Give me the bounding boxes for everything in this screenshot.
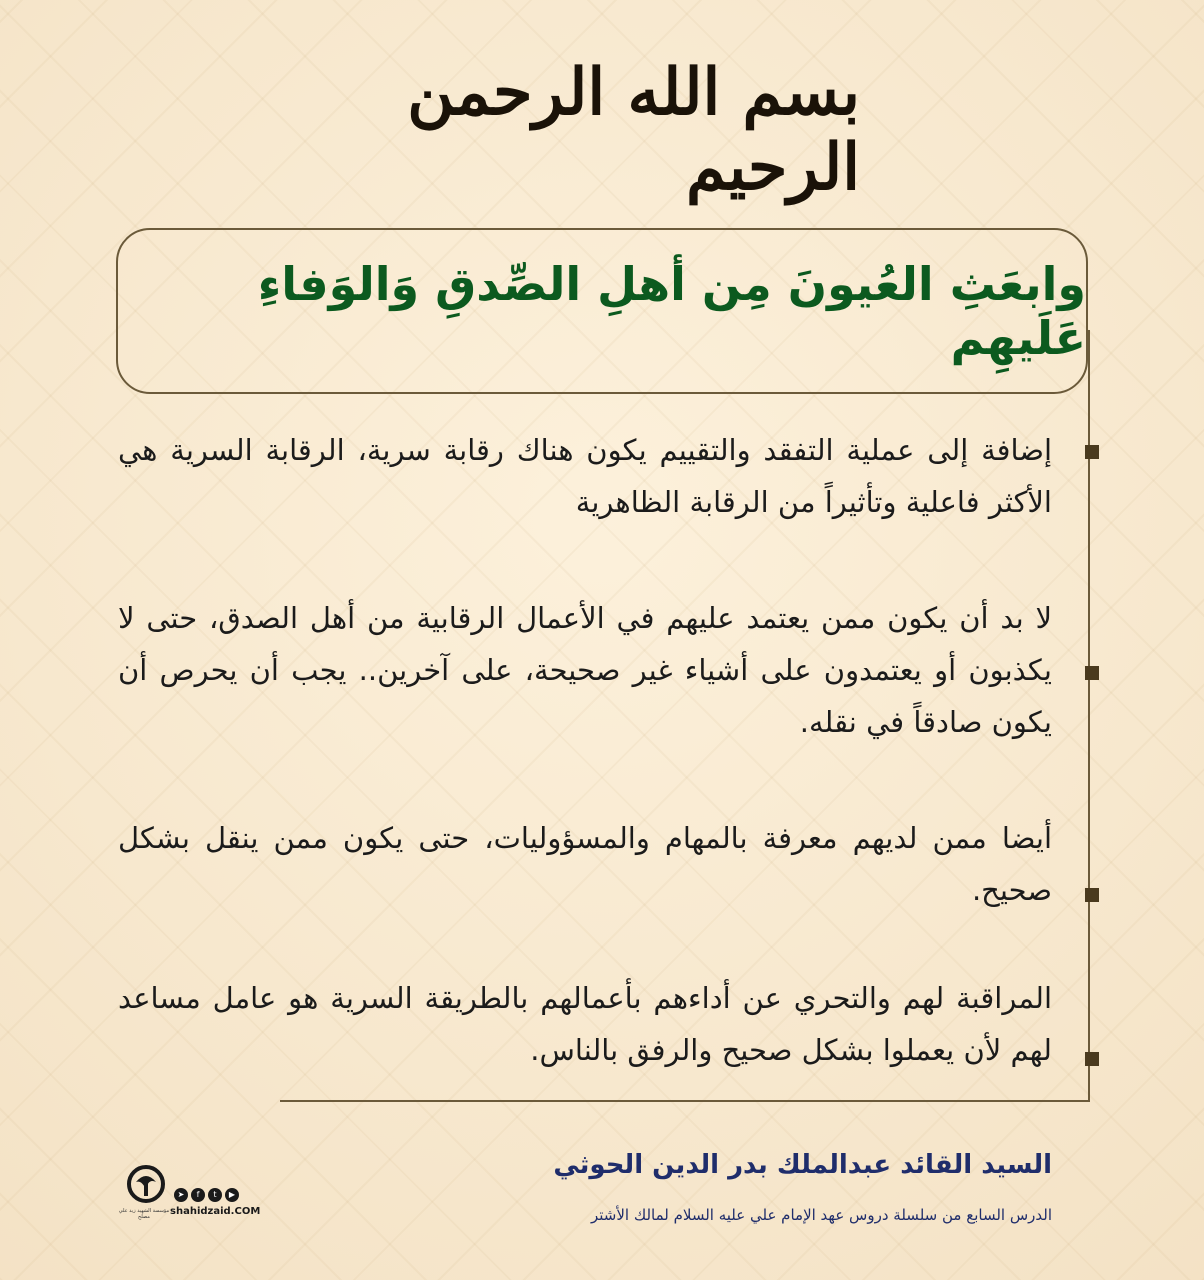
twitter-icon[interactable]: t (208, 1188, 222, 1202)
bullet-icon (1085, 666, 1099, 680)
foundation-logo-icon (124, 1162, 168, 1206)
author-name: السيد القائد عبدالملك بدر الدين الحوثي (553, 1150, 1052, 1180)
page-title: وابعَثِ العُيونَ مِن أهلِ الصِّدقِ وَالوَفاءِ عَلَيهِم (257, 257, 1086, 365)
logo-block (118, 1162, 261, 1222)
bullet-icon (1085, 445, 1099, 459)
logo-caption: مؤسسة الشهيد زيد علي مصلح (118, 1208, 170, 1220)
paragraph-3: أيضا ممن لديهم معرفة بالمهام والمسؤوليات، حتى يكون ممن ينقل بشكل صحيح. (118, 821, 1052, 907)
paragraph-1: إضافة إلى عملية التفقد والتقييم يكون هناك رقابة سرية، الرقابة السرية هي الأكثر فاعلية وتأثيراً من الرقابة الظاهرية (118, 433, 1052, 519)
frame-horizontal-line (280, 1100, 1090, 1102)
youtube-icon[interactable]: ▶ (225, 1188, 239, 1202)
title-frame (116, 228, 1088, 394)
paragraph-2: لا بد أن يكون ممن يعتمد عليهم في الأعمال الرقابية من أهل الصدق، حتى لا يكذبون أو يعتمدون على أشياء غير صحيحة، على آخرين.. يجب أن يحرص أن يكون صادقاً في نقله. (118, 601, 1052, 739)
telegram-icon[interactable]: ➤ (174, 1188, 188, 1202)
website-link[interactable]: shahidzaid.COM (170, 1206, 261, 1217)
social-icons (174, 1188, 239, 1202)
basmala-calligraphy: بسم الله الرحمن الرحيم (407, 55, 860, 205)
bullet-icon (1085, 1052, 1099, 1066)
paragraph-4: المراقبة لهم والتحري عن أداءهم بأعمالهم بالطريقة السرية هو عامل مساعد لهم لأن يعملوا بشكل صحيح والرفق بالناس. (118, 981, 1052, 1067)
facebook-icon[interactable]: f (191, 1188, 205, 1202)
lesson-subtitle: الدرس السابع من سلسلة دروس عهد الإمام علي عليه السلام لمالك الأشتر (590, 1206, 1052, 1224)
bullet-icon (1085, 888, 1099, 902)
